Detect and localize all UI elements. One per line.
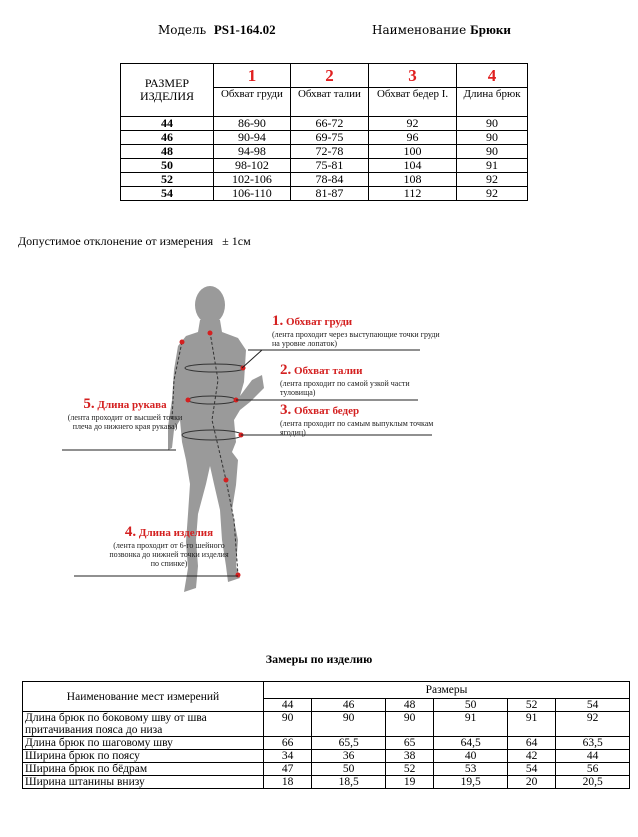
callout-num: 3. — [280, 402, 292, 418]
value-cell: 91 — [434, 712, 508, 737]
callout-desc: (лента проходит от высшей точки плеча до нижнего края рукава) — [67, 413, 183, 431]
callout-num: 5. — [83, 396, 95, 412]
callout-desc: (лента проходит по самой узкой части туловища) — [280, 379, 410, 397]
value-cell: 90 — [457, 117, 528, 131]
table-row — [23, 737, 630, 750]
value-cell: 108 — [369, 173, 457, 187]
table-row — [23, 776, 630, 789]
value-cell: 63,5 — [556, 737, 630, 750]
value-cell: 40 — [434, 750, 508, 763]
col-label-2: Обхват талии — [290, 88, 368, 117]
value-cell: 64,5 — [434, 737, 508, 750]
value-cell: 20,5 — [556, 776, 630, 789]
value-cell: 78-84 — [290, 173, 368, 187]
model-line — [158, 22, 276, 38]
garment-table — [22, 681, 630, 789]
measure-name: Ширина брюк по бёдрам — [23, 763, 264, 776]
size-header: РАЗМЕР ИЗДЕЛИЯ — [121, 64, 214, 117]
value-cell: 69-75 — [290, 131, 368, 145]
callout-title: Обхват бедер — [294, 405, 360, 417]
size-table-num-row — [121, 64, 528, 88]
measure-name: Длина брюк по боковому шву от шва притачивания пояса до низа — [23, 712, 264, 737]
size-cell: 46 — [312, 699, 386, 712]
size-cell: 48 — [385, 699, 433, 712]
value-cell: 66-72 — [290, 117, 368, 131]
size-cell: 52 — [507, 699, 555, 712]
size-cell: 44 — [264, 699, 312, 712]
measure-name: Длина брюк по шаговому шву — [23, 737, 264, 750]
callout-title: Обхват груди — [286, 316, 353, 328]
value-cell: 66 — [264, 737, 312, 750]
size-cell: 48 — [121, 145, 214, 159]
size-cell: 54 — [556, 699, 630, 712]
table-row — [121, 131, 528, 145]
callout-num: 1. — [272, 313, 284, 329]
value-cell: 65,5 — [312, 737, 386, 750]
model-label: Модель — [158, 23, 207, 37]
value-cell: 96 — [369, 131, 457, 145]
value-cell: 100 — [369, 145, 457, 159]
callout-hips — [280, 402, 440, 437]
size-cell: 54 — [121, 187, 214, 201]
table-row — [23, 763, 630, 776]
value-cell: 72-78 — [290, 145, 368, 159]
value-cell: 50 — [312, 763, 386, 776]
measure-name: Ширина штанины внизу — [23, 776, 264, 789]
value-cell: 44 — [556, 750, 630, 763]
value-cell: 112 — [369, 187, 457, 201]
garment-table-header — [23, 682, 630, 699]
table-row — [121, 173, 528, 187]
size-cell: 50 — [121, 159, 214, 173]
col-num-2: 2 — [290, 64, 368, 88]
value-cell: 36 — [312, 750, 386, 763]
sizes-header: Размеры — [264, 682, 630, 699]
value-cell: 38 — [385, 750, 433, 763]
table-row — [23, 750, 630, 763]
value-cell: 102-106 — [214, 173, 291, 187]
value-cell: 18,5 — [312, 776, 386, 789]
value-cell: 47 — [264, 763, 312, 776]
table-row — [121, 117, 528, 131]
value-cell: 54 — [507, 763, 555, 776]
value-cell: 86-90 — [214, 117, 291, 131]
name-header: Наименование мест измерений — [23, 682, 264, 712]
size-cell: 50 — [434, 699, 508, 712]
callout-title: Обхват талии — [294, 365, 363, 377]
callout-title: Длина изделия — [138, 527, 214, 539]
value-cell: 106-110 — [214, 187, 291, 201]
value-cell: 75-81 — [290, 159, 368, 173]
col-num-4: 4 — [457, 64, 528, 88]
callout-waist — [280, 362, 430, 397]
value-cell: 18 — [264, 776, 312, 789]
table-row — [23, 712, 630, 737]
name-label: Наименование — [372, 23, 467, 37]
callout-length — [106, 524, 232, 568]
callout-desc: (лента проходит через выступающие точки груди на уровне лопаток) — [272, 330, 440, 348]
col-num-1: 1 — [214, 64, 291, 88]
value-cell: 56 — [556, 763, 630, 776]
value-cell: 91 — [507, 712, 555, 737]
value-cell: 20 — [507, 776, 555, 789]
value-cell: 92 — [369, 117, 457, 131]
table-row — [121, 187, 528, 201]
value-cell: 94-98 — [214, 145, 291, 159]
value-cell: 92 — [556, 712, 630, 737]
size-cell: 46 — [121, 131, 214, 145]
col-label-1: Обхват груди — [214, 88, 291, 117]
value-cell: 90-94 — [214, 131, 291, 145]
value-cell: 90 — [457, 131, 528, 145]
callout-desc: (лента проходит по самым выпуклым точкам ягодиц) — [280, 419, 434, 437]
size-cell: 44 — [121, 117, 214, 131]
value-cell: 91 — [457, 159, 528, 173]
value-cell: 52 — [385, 763, 433, 776]
callout-chest — [272, 313, 442, 348]
table-row — [121, 159, 528, 173]
name-line — [372, 22, 511, 38]
table-row — [121, 145, 528, 159]
value-cell: 90 — [264, 712, 312, 737]
value-cell: 92 — [457, 187, 528, 201]
value-cell: 90 — [457, 145, 528, 159]
model-value: PS1-164.02 — [213, 22, 276, 37]
value-cell: 92 — [457, 173, 528, 187]
callout-title: Длина рукава — [97, 399, 167, 411]
value-cell: 104 — [369, 159, 457, 173]
callout-num: 2. — [280, 362, 292, 378]
tolerance-note: Допустимое отклонение от измерения ± 1см — [18, 234, 251, 248]
value-cell: 65 — [385, 737, 433, 750]
value-cell: 19,5 — [434, 776, 508, 789]
col-num-3: 3 — [369, 64, 457, 88]
value-cell: 42 — [507, 750, 555, 763]
value-cell: 90 — [385, 712, 433, 737]
measure-name: Ширина брюк по поясу — [23, 750, 264, 763]
value-cell: 98-102 — [214, 159, 291, 173]
callout-sleeve — [66, 396, 184, 431]
value-cell: 64 — [507, 737, 555, 750]
callout-num: 4. — [124, 524, 137, 540]
size-cell: 52 — [121, 173, 214, 187]
value-cell: 19 — [385, 776, 433, 789]
value-cell: 53 — [434, 763, 508, 776]
name-value: Брюки — [470, 22, 511, 37]
callout-desc: (лента проходит от 6-го шейного позвонка до нижней точки изделия по спинке) — [109, 541, 229, 568]
value-cell: 90 — [312, 712, 386, 737]
value-cell: 81-87 — [290, 187, 368, 201]
col-label-4: Длина брюк — [457, 88, 528, 117]
size-table — [120, 63, 528, 201]
garment-table-title: Замеры по изделию — [265, 652, 373, 666]
col-label-3: Обхват бедер I. — [369, 88, 457, 117]
value-cell: 34 — [264, 750, 312, 763]
